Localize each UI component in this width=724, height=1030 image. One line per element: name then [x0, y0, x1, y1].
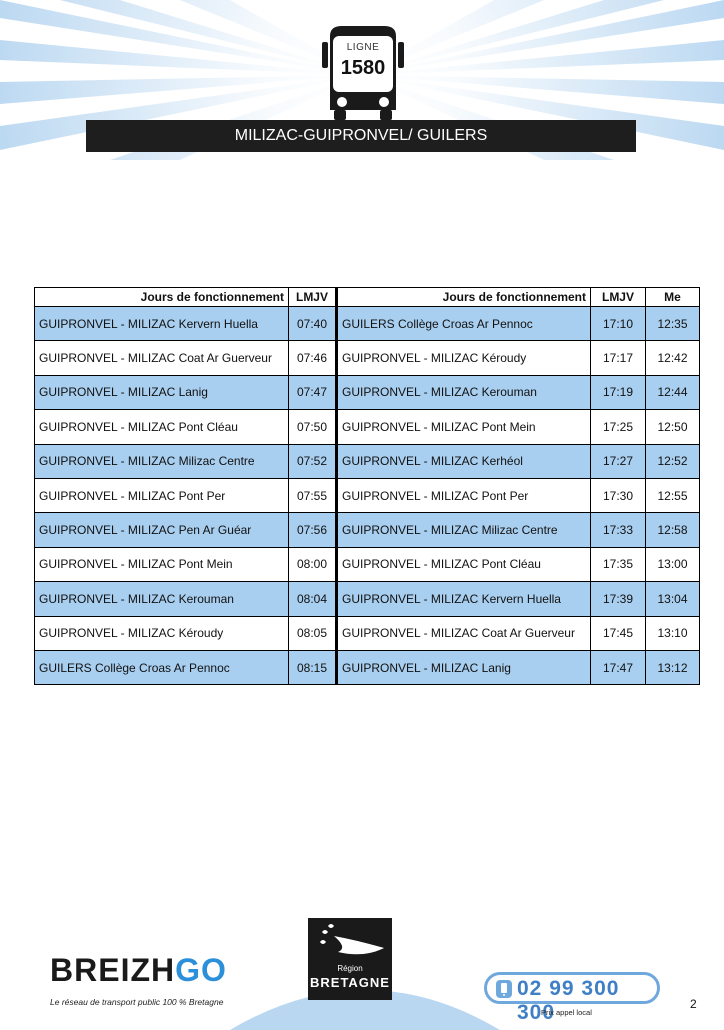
left-stop: GUIPRONVEL - MILIZAC Kéroudy	[35, 616, 289, 650]
ermine-bird-icon	[308, 918, 392, 964]
right-time-lmjv: 17:17	[591, 341, 646, 375]
table-row	[35, 616, 700, 650]
table-row	[35, 547, 700, 581]
right-time-lmjv: 17:10	[591, 307, 646, 341]
left-stop: GUIPRONVEL - MILIZAC Kerouman	[35, 582, 289, 616]
table-row	[35, 444, 700, 478]
right-time-lmjv: 17:35	[591, 547, 646, 581]
right-time-me: 12:50	[646, 410, 700, 444]
right-time-lmjv: 17:19	[591, 375, 646, 409]
right-time-me: 12:58	[646, 513, 700, 547]
table-row	[35, 582, 700, 616]
line-number: 1580	[340, 57, 386, 79]
left-stop: GUIPRONVEL - MILIZAC Kervern Huella	[35, 307, 289, 341]
phone-icon	[495, 979, 513, 999]
left-stop: GUILERS Collège Croas Ar Pennoc	[35, 650, 289, 684]
right-time-lmjv: 17:25	[591, 410, 646, 444]
right-stop: GUIPRONVEL - MILIZAC Pont Cléau	[337, 547, 591, 581]
table-row	[35, 410, 700, 444]
left-stop: GUIPRONVEL - MILIZAC Coat Ar Guerveur	[35, 341, 289, 375]
right-time-lmjv: 17:30	[591, 478, 646, 512]
right-time-lmjv: 17:39	[591, 582, 646, 616]
breizhgo-logo-main: BREIZH	[50, 952, 176, 988]
right-stop: GUILERS Collège Croas Ar Pennoc	[337, 307, 591, 341]
right-time-me: 13:04	[646, 582, 700, 616]
left-stop: GUIPRONVEL - MILIZAC Pen Ar Guéar	[35, 513, 289, 547]
left-time: 07:40	[289, 307, 337, 341]
right-time-lmjv: 17:47	[591, 650, 646, 684]
table-row	[35, 650, 700, 684]
left-time: 07:52	[289, 444, 337, 478]
left-header-stop: Jours de fonctionnement	[35, 288, 289, 307]
right-time-lmjv: 17:27	[591, 444, 646, 478]
region-label: Région	[337, 964, 363, 973]
left-time: 08:05	[289, 616, 337, 650]
timetable	[34, 287, 700, 685]
right-header-time-lmjv: LMJV	[591, 288, 646, 307]
right-time-me: 12:35	[646, 307, 700, 341]
left-time: 08:04	[289, 582, 337, 616]
left-time: 07:47	[289, 375, 337, 409]
right-time-me: 12:44	[646, 375, 700, 409]
right-stop: GUIPRONVEL - MILIZAC Coat Ar Guerveur	[337, 616, 591, 650]
region-bretagne-logo	[308, 918, 392, 1000]
table-row	[35, 341, 700, 375]
breizhgo-logo	[50, 952, 227, 989]
right-stop: GUIPRONVEL - MILIZAC Milizac Centre	[337, 513, 591, 547]
bretagne-label: BRETAGNE	[310, 975, 390, 990]
right-time-me: 13:12	[646, 650, 700, 684]
left-time: 08:15	[289, 650, 337, 684]
right-header-stop: Jours de fonctionnement	[337, 288, 591, 307]
left-time: 08:00	[289, 547, 337, 581]
left-time: 07:56	[289, 513, 337, 547]
left-time: 07:46	[289, 341, 337, 375]
left-stop: GUIPRONVEL - MILIZAC Pont Per	[35, 478, 289, 512]
right-stop: GUIPRONVEL - MILIZAC Lanig	[337, 650, 591, 684]
table-header-row	[35, 288, 700, 307]
right-time-me: 12:42	[646, 341, 700, 375]
table-row	[35, 478, 700, 512]
left-stop: GUIPRONVEL - MILIZAC Milizac Centre	[35, 444, 289, 478]
right-time-lmjv: 17:45	[591, 616, 646, 650]
phone-note: Prix appel local	[541, 1008, 592, 1017]
table-row	[35, 375, 700, 409]
route-title: MILIZAC-GUIPRONVEL/ GUILERS	[86, 120, 636, 152]
line-label: LIGNE	[346, 42, 380, 53]
right-stop: GUIPRONVEL - MILIZAC Kerhéol	[337, 444, 591, 478]
right-stop: GUIPRONVEL - MILIZAC Pont Per	[337, 478, 591, 512]
left-time: 07:55	[289, 478, 337, 512]
right-time-me: 13:10	[646, 616, 700, 650]
right-time-me: 13:00	[646, 547, 700, 581]
right-stop: GUIPRONVEL - MILIZAC Pont Mein	[337, 410, 591, 444]
left-stop: GUIPRONVEL - MILIZAC Lanig	[35, 375, 289, 409]
breizhgo-logo-go: GO	[175, 952, 227, 988]
right-stop: GUIPRONVEL - MILIZAC Kéroudy	[337, 341, 591, 375]
breizhgo-tagline: Le réseau de transport public 100 % Bretagne	[50, 997, 224, 1007]
table-row	[35, 307, 700, 341]
table-row	[35, 513, 700, 547]
right-time-lmjv: 17:33	[591, 513, 646, 547]
right-time-me: 12:52	[646, 444, 700, 478]
right-time-me: 12:55	[646, 478, 700, 512]
page-number: 2	[690, 997, 697, 1011]
left-header-time: LMJV	[289, 288, 337, 307]
right-header-time-me: Me	[646, 288, 700, 307]
left-time: 07:50	[289, 410, 337, 444]
right-stop: GUIPRONVEL - MILIZAC Kervern Huella	[337, 582, 591, 616]
phone-number: 02 99 300 300	[517, 977, 620, 1024]
left-stop: GUIPRONVEL - MILIZAC Pont Cléau	[35, 410, 289, 444]
right-stop: GUIPRONVEL - MILIZAC Kerouman	[337, 375, 591, 409]
left-stop: GUIPRONVEL - MILIZAC Pont Mein	[35, 547, 289, 581]
